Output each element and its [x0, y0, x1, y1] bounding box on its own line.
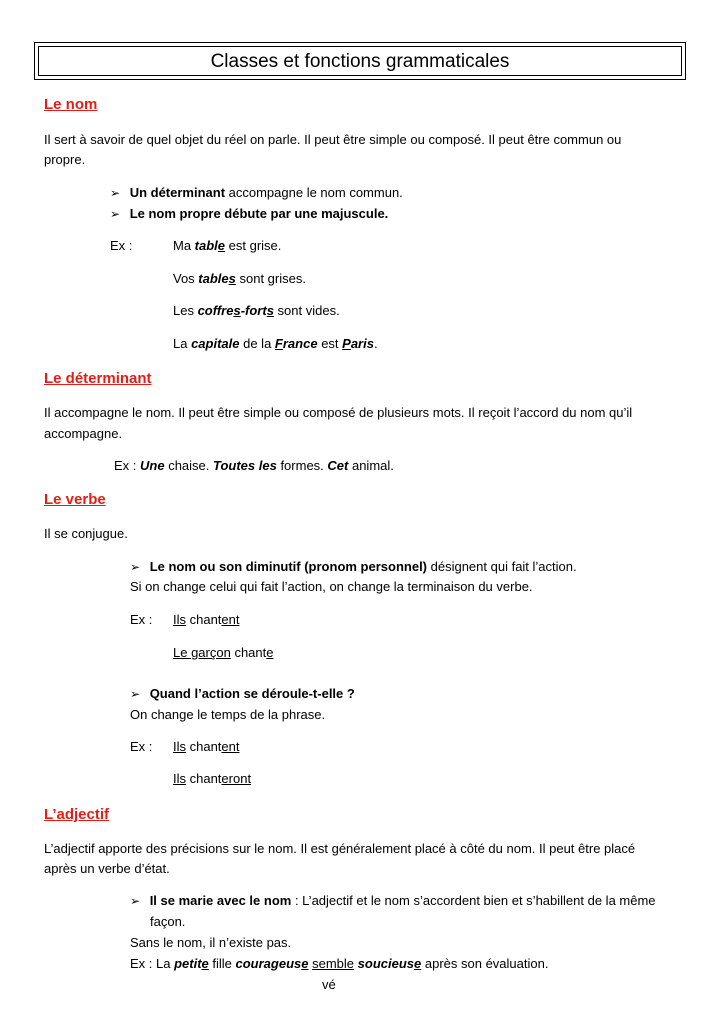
verbe-example-2: Le garçon chante: [173, 645, 274, 660]
page-title: Classes et fonctions grammaticales: [210, 51, 510, 72]
verbe-ex-label-2: Ex :: [130, 739, 153, 754]
verbe-line-2: Si on change celui qui fait l’action, on change la terminaison du verbe.: [130, 579, 533, 594]
adjectif-trailing-text: vé: [322, 977, 336, 992]
determinant-text-line2: accompagne.: [44, 426, 123, 441]
adjectif-bullet-continuation: façon.: [150, 914, 186, 929]
verbe-text: Il se conjugue.: [44, 526, 128, 541]
bullet-arrow-icon: ➢: [130, 560, 141, 574]
determinant-text-line1: Il accompagne le nom. Il peut être simple ou composé de plusieurs mots. Il reçoit l’accord du nom qu’il: [44, 405, 633, 420]
nom-ex-label: Ex :: [110, 238, 133, 253]
title-box: [34, 42, 686, 80]
verbe-example-1: Ils chantent: [173, 612, 240, 627]
heading-le-verbe: Le verbe: [44, 491, 106, 508]
nom-example-4: La capitale de la France est Paris.: [173, 336, 378, 351]
bullet-arrow-icon: ➢: [110, 186, 121, 200]
heading-le-determinant: Le déterminant: [44, 370, 152, 387]
nom-bullet-1: ➢ Un déterminant accompagne le nom commun.: [110, 185, 403, 200]
nom-bullet-2: ➢ Le nom propre débute par une majuscule.: [110, 206, 389, 221]
heading-l-adjectif: L’adjectif: [44, 806, 110, 823]
determinant-example: Ex : Une chaise. Toutes les formes. Cet animal.: [114, 458, 394, 473]
adjectif-text-line1: L’adjectif apporte des précisions sur le nom. Il est généralement placé à côté du nom. Il peut être placé: [44, 841, 636, 856]
bullet-arrow-icon: ➢: [130, 894, 141, 908]
nom-example-3: Les coffres-forts sont vides.: [173, 303, 340, 318]
adjectif-bullet: ➢ Il se marie avec le nom : L’adjectif et le nom s’accordent bien et s’habillent de la même: [130, 893, 656, 908]
verbe-example-3: Ils chantent: [173, 739, 240, 754]
adjectif-text-line2: après un verbe d’état.: [44, 861, 170, 876]
bullet-arrow-icon: ➢: [110, 207, 121, 221]
adjectif-line-sans: Sans le nom, il n’existe pas.: [130, 935, 292, 950]
nom-text-line2: propre.: [44, 152, 86, 167]
adjectif-example: Ex : La petite fille courageuse semble soucieuse après son évaluation.: [130, 956, 549, 971]
nom-example-1: Ma table est grise.: [173, 238, 282, 253]
heading-le-nom: Le nom: [44, 96, 98, 113]
bullet-arrow-icon: ➢: [130, 687, 141, 701]
verbe-bullet-1: ➢ Le nom ou son diminutif (pronom personnel) désignent qui fait l’action.: [130, 559, 577, 574]
verbe-bullet-2: ➢ Quand l’action se déroule-t-elle ?: [130, 686, 355, 701]
verbe-line-3: On change le temps de la phrase.: [130, 707, 326, 722]
verbe-ex-label-1: Ex :: [130, 612, 153, 627]
verbe-example-4: Ils chanteront: [173, 771, 252, 786]
nom-text-line1: Il sert à savoir de quel objet du réel on parle. Il peut être simple ou composé. Il peut être commun ou: [44, 132, 622, 147]
nom-example-2: Vos tables sont grises.: [173, 271, 306, 286]
